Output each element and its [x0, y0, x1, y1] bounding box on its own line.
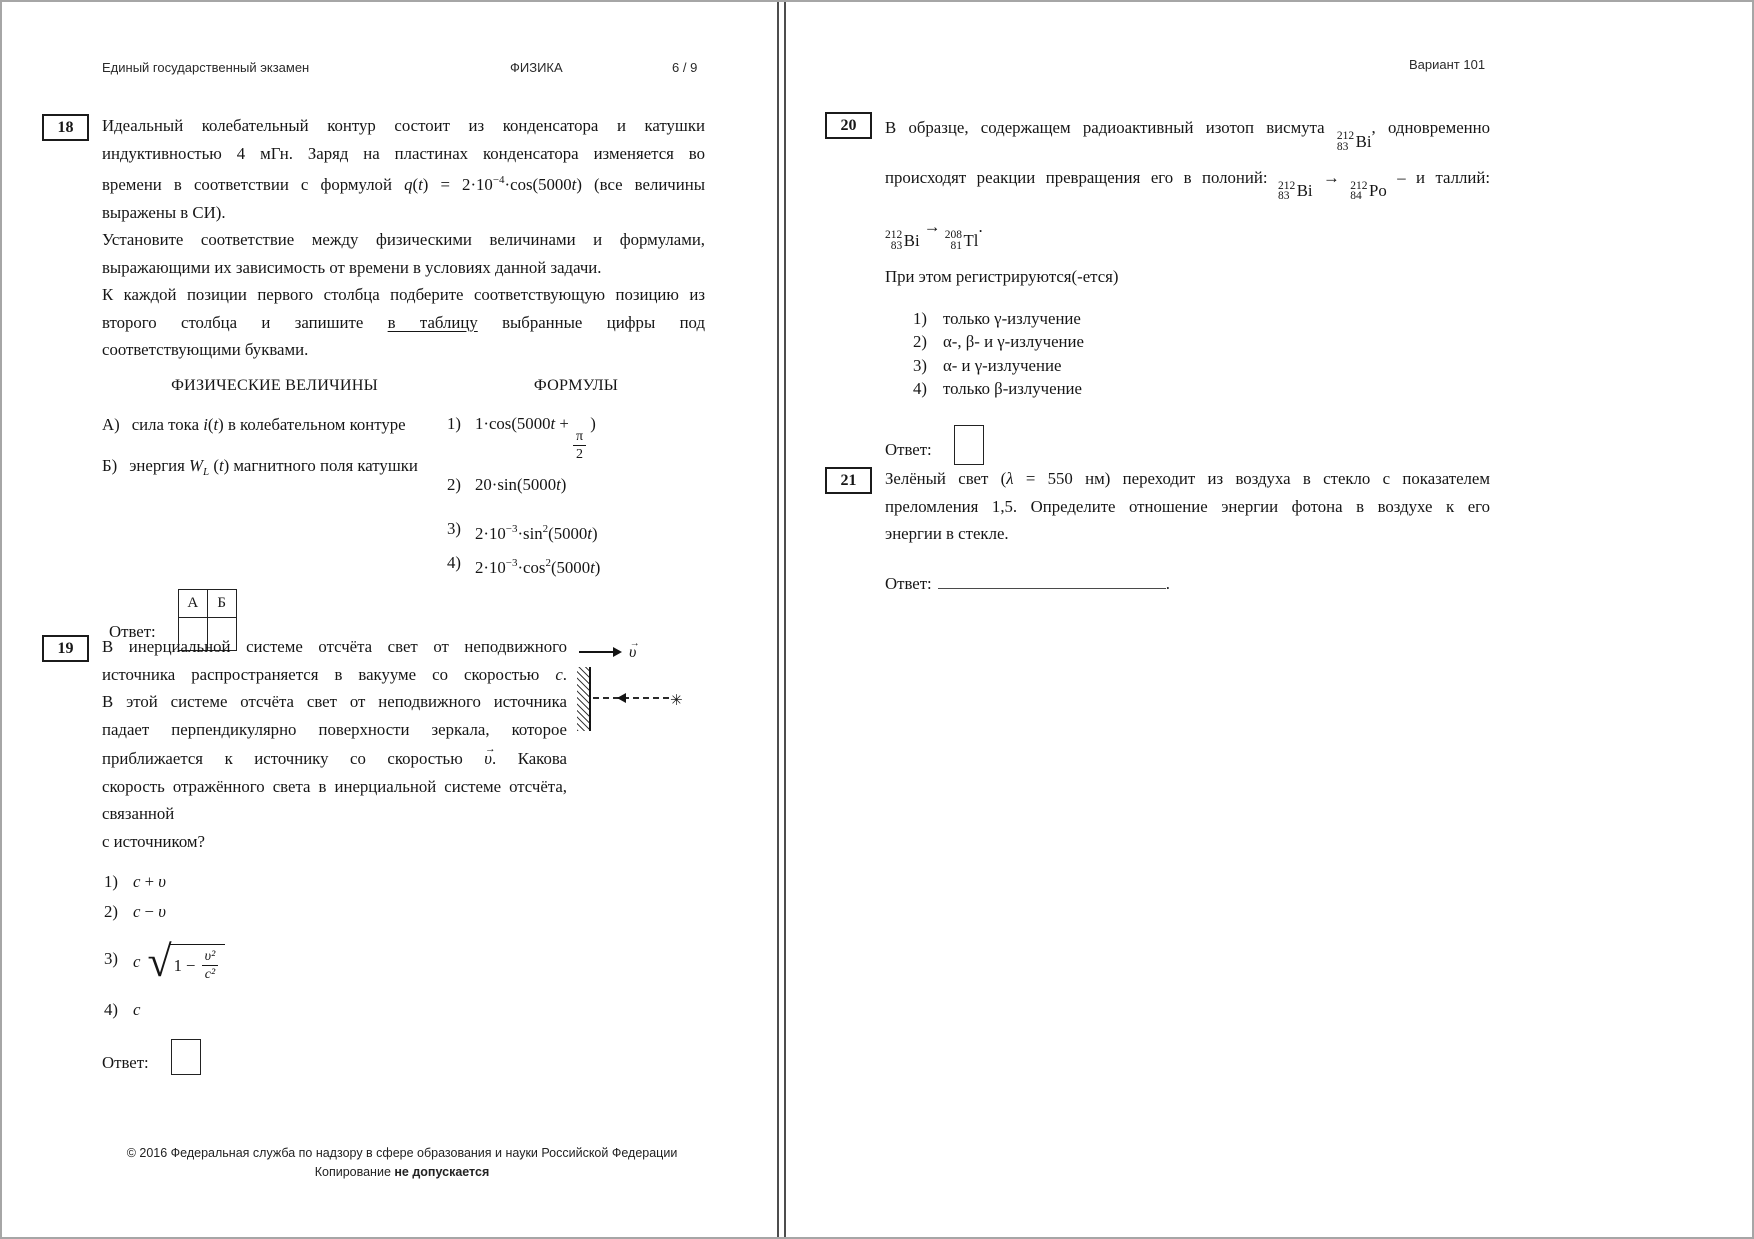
answer-label: Ответ:: [109, 622, 156, 642]
question-18-number: 18: [42, 114, 89, 141]
answer-table-header-b: Б: [207, 589, 236, 618]
q19-options: [102, 867, 705, 1025]
q19-option-1: 1) c + υ: [104, 872, 166, 891]
mirror-diagram: [575, 635, 705, 775]
subject-title: ФИЗИКА: [510, 60, 563, 75]
q21-statement: Зелёный свет (λ = 550 нм) переходит из воздуха в стекло с показателем преломления 1,5. Определите отношение энергии фотона в воздухе к его энергии в стекле.: [885, 469, 1491, 543]
velocity-label: → υ: [629, 637, 636, 667]
answer-line-period: .: [1165, 573, 1170, 593]
answer-label: Ответ:: [102, 1053, 149, 1072]
question-19-number: 19: [42, 635, 89, 662]
q20-option-4: 4) только β-излучение: [913, 379, 1082, 398]
light-ray-dashed: [593, 697, 669, 699]
left-page: [2, 2, 779, 1237]
q19-statement: → υ ✳ В инерциальной системе отсчёта свет от неподвижного источника распространяется в вакууме со скоростью c. В этой системе отсчёта свет от неподвижного источника падает перпендикулярно поверхности зеркала, которое приближается к источнику со скоростью → υ. Какова скорость отражённого света в инерциальной системе отсчёта, связанной с источником?: [102, 633, 705, 855]
q19-option-3: 3) c √ 1 − $\frac{\text{υ²}}{\text{c²}}$: [104, 933, 705, 991]
quantities-column-header: ФИЗИЧЕСКИЕ ВЕЛИЧИНЫ: [171, 375, 378, 394]
footer-copy-notice: Копирование не допускается: [314, 1165, 490, 1179]
page-number: 6 / 9: [672, 60, 698, 75]
q20-option-2: 2) α-, β- и γ-излучение: [913, 332, 1084, 351]
radical-sign: √: [147, 936, 172, 986]
footer-copyright: © 2016 Федеральная служба по надзору в сфере образования и науки Российской Федерации: [126, 1146, 678, 1160]
q20-options: [885, 307, 1490, 401]
q19-answer-area: [102, 1039, 705, 1075]
formula-4: 4) $2\cdot 10^{-3}\cdot\cos^2(5000t)$: [447, 552, 601, 577]
q18-instruction-table: К каждой позиции первого столбца подберите соответствующую позицию из второго столбца и запишите в таблицу выбранные цифры под соответствующими буквами.: [102, 285, 706, 359]
q20-statement: В образце, содержащем радиоактивный изотоп висмута 212 83 Bi , одновременно происходят реакции превращения его в полоний: 212 83 Bi → 212 84 Po – и таллий: 212 83 Bi → 208 81 Tl . При этом регистрируются(-ется): [885, 118, 1491, 286]
formulas-column-header: ФОРМУЛЫ: [533, 375, 619, 394]
formula-3: 3) $2\cdot 10^{-3}\cdot\sin^2(5000t)$: [447, 518, 598, 543]
variant-label: Вариант 101: [1409, 57, 1486, 72]
right-page: [784, 2, 1752, 1237]
answer-table-header-a: А: [178, 589, 207, 618]
q19-option-4: 4) c: [104, 1000, 141, 1019]
q20-option-1: 1) только γ-излучение: [913, 308, 1081, 328]
formula-2: 2) 20·sin(5000t): [447, 474, 567, 494]
q21-answer-blank: [938, 574, 1166, 589]
velocity-arrow-head: [613, 647, 622, 657]
answer-label: Ответ:: [885, 439, 932, 459]
question-21: [786, 465, 1752, 597]
quantity-item-a: А) сила тока i(t) в колебательном контуре: [102, 415, 406, 434]
answer-label: Ответ:: [885, 573, 932, 593]
q19-answer-box: [171, 1039, 201, 1075]
q20-answer-area: [885, 425, 1490, 465]
light-ray-arrow-head: [617, 693, 626, 703]
q21-answer-area: [885, 570, 1490, 598]
formula-1: 1) 1·cos(5000t + $\frac{\pi}{2}$ ): [447, 414, 596, 463]
q18-matching-section: [102, 372, 705, 581]
exam-title: Единый государственный экзамен: [102, 60, 310, 75]
q18-statement: Идеальный колебательный контур состоит из конденсатора и катушки индуктивностью 4 мГн. Заряд на пластинах конденсатора изменяется во времени в соответствии с формулой $q(t) = 2\cdot 10^{-4}\cdot\cos(5000t)$ (все величины выражены в СИ).: [102, 116, 705, 222]
mirror: [577, 667, 591, 731]
q20-option-3: 3) α- и γ-излучение: [913, 355, 1062, 375]
q18-instruction-match: Установите соответствие между физическими величинами и формулами, выражающими их зависимость от времени в условиях данной задачи.: [102, 230, 705, 277]
question-19: [2, 633, 777, 1075]
question-18: [2, 112, 777, 651]
light-source-star: ✳: [670, 691, 683, 709]
page-footer: [62, 1144, 742, 1182]
question-21-number: 21: [825, 467, 872, 494]
q20-answer-box: [954, 425, 984, 465]
velocity-arrow-line: [579, 651, 613, 653]
question-20: [786, 110, 1752, 465]
q19-option-2: 2) c − υ: [104, 902, 166, 921]
quantity-item-b: Б) энергия $W_L$ (t) магнитного поля катушки: [102, 456, 418, 478]
question-20-number: 20: [825, 112, 872, 139]
